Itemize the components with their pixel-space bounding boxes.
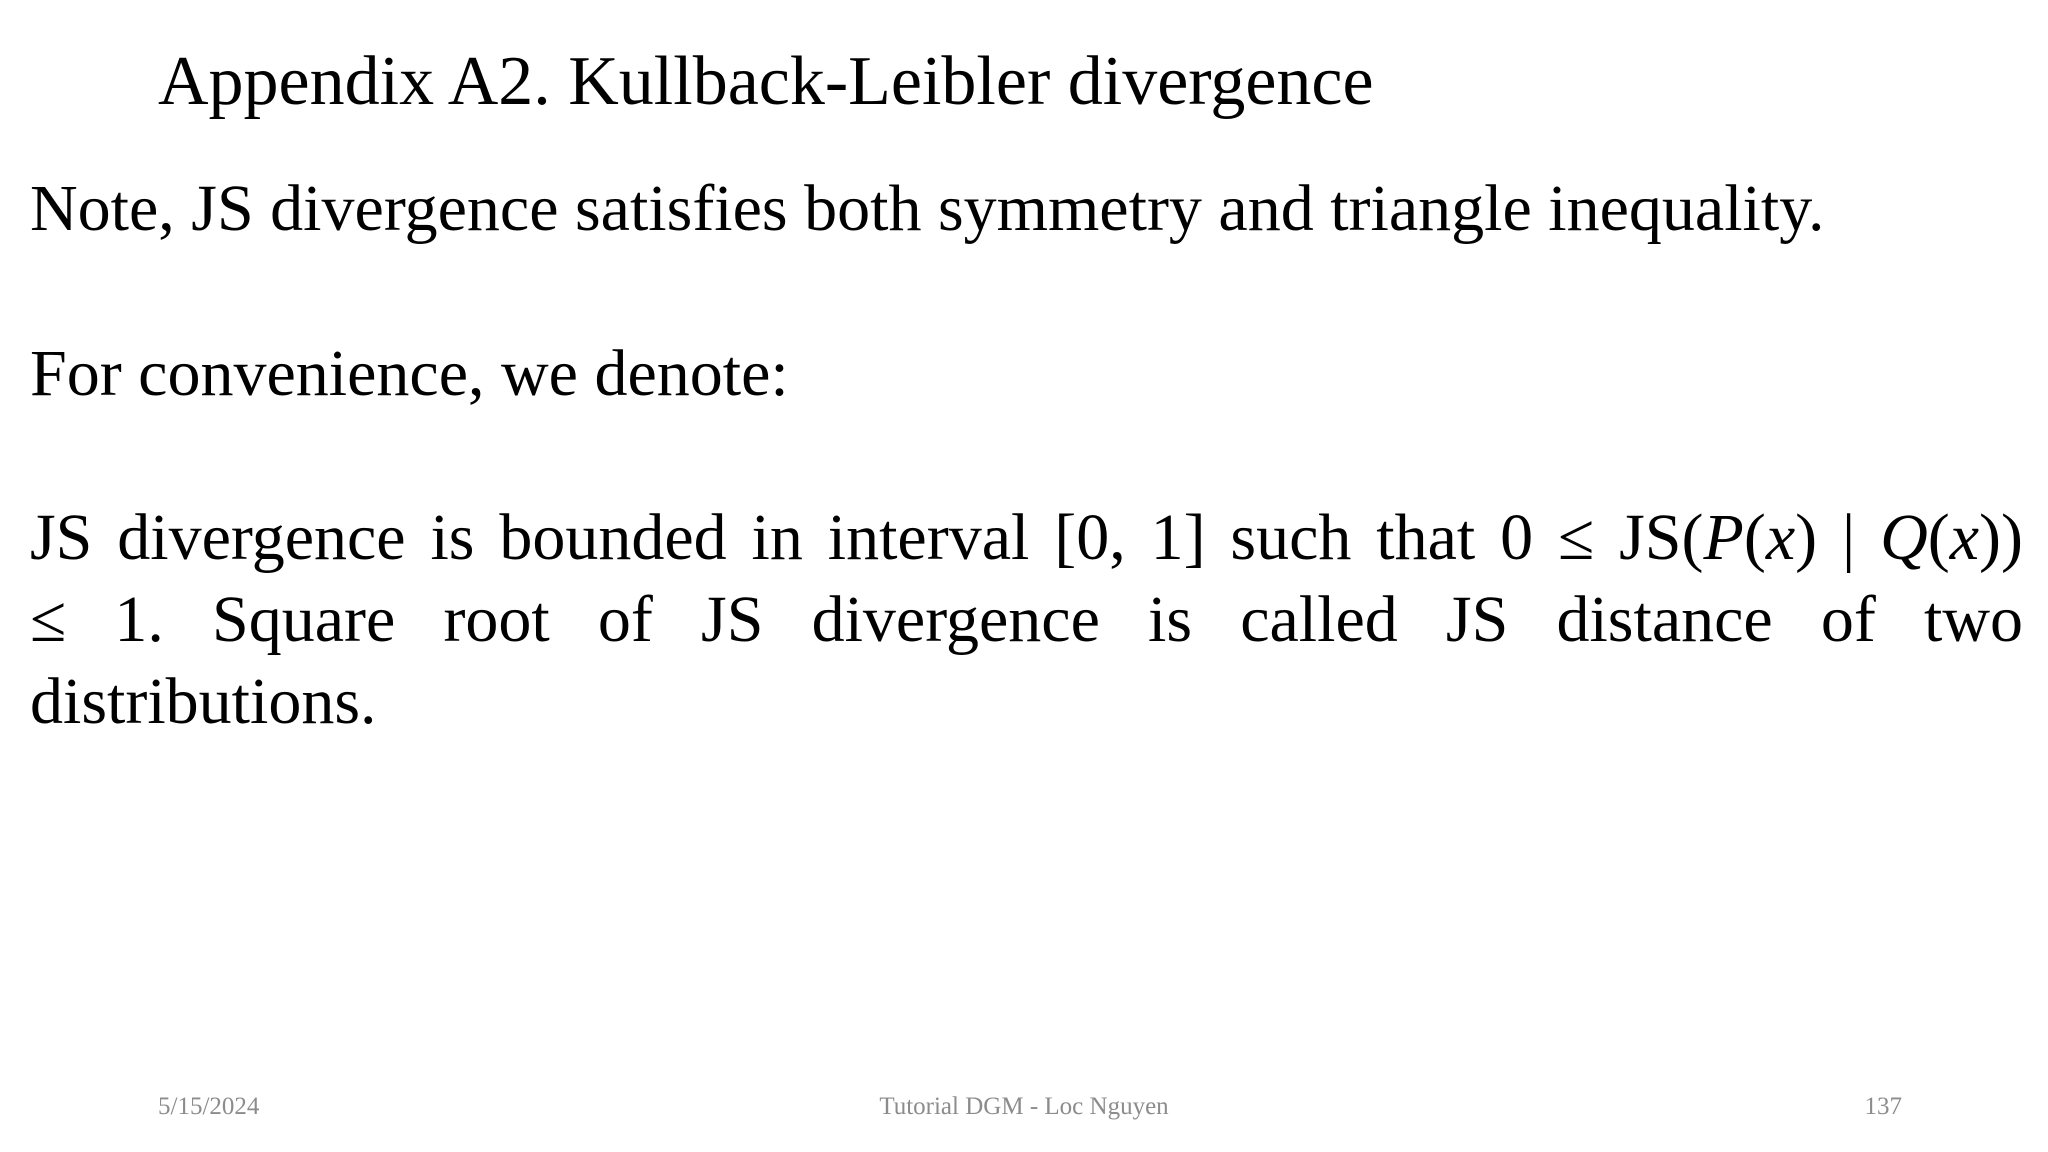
bounded-line-3: distributions. [30, 665, 377, 738]
bounded-line-1-mid: ) | [1795, 501, 1881, 574]
paren-open-1: ( [1743, 501, 1766, 574]
js-symmetry-note: Note, JS divergence satisfies both symmetry and triangle inequality. [30, 172, 1825, 245]
footer-author: Tutorial DGM - Loc Nguyen [879, 1093, 1169, 1120]
footer-page-number: 137 [1864, 1093, 1902, 1120]
footer-date: 5/15/2024 [158, 1093, 260, 1120]
paren-open-2: ( [1927, 501, 1950, 574]
symbol-x-2: x [1949, 501, 1980, 574]
symbol-x-1: x [1765, 501, 1796, 574]
symbol-q: Q [1880, 501, 1928, 574]
bounded-line-1-text: JS divergence is bounded in interval [0, 1] such that 0 ≤ JS( [30, 501, 1704, 574]
slide-title: Appendix A2. Kullback-Leibler divergence [158, 43, 1374, 120]
js-bounded-paragraph [30, 497, 2023, 743]
symbol-p: P [1703, 501, 1744, 574]
bounded-line-2: ≤ 1. Square root of JS divergence is called JS distance of two [30, 583, 2023, 656]
convenience-line: For convenience, we denote: [30, 337, 789, 410]
paren-close: )) [1979, 501, 2023, 574]
bounded-line-1 [30, 497, 2023, 579]
